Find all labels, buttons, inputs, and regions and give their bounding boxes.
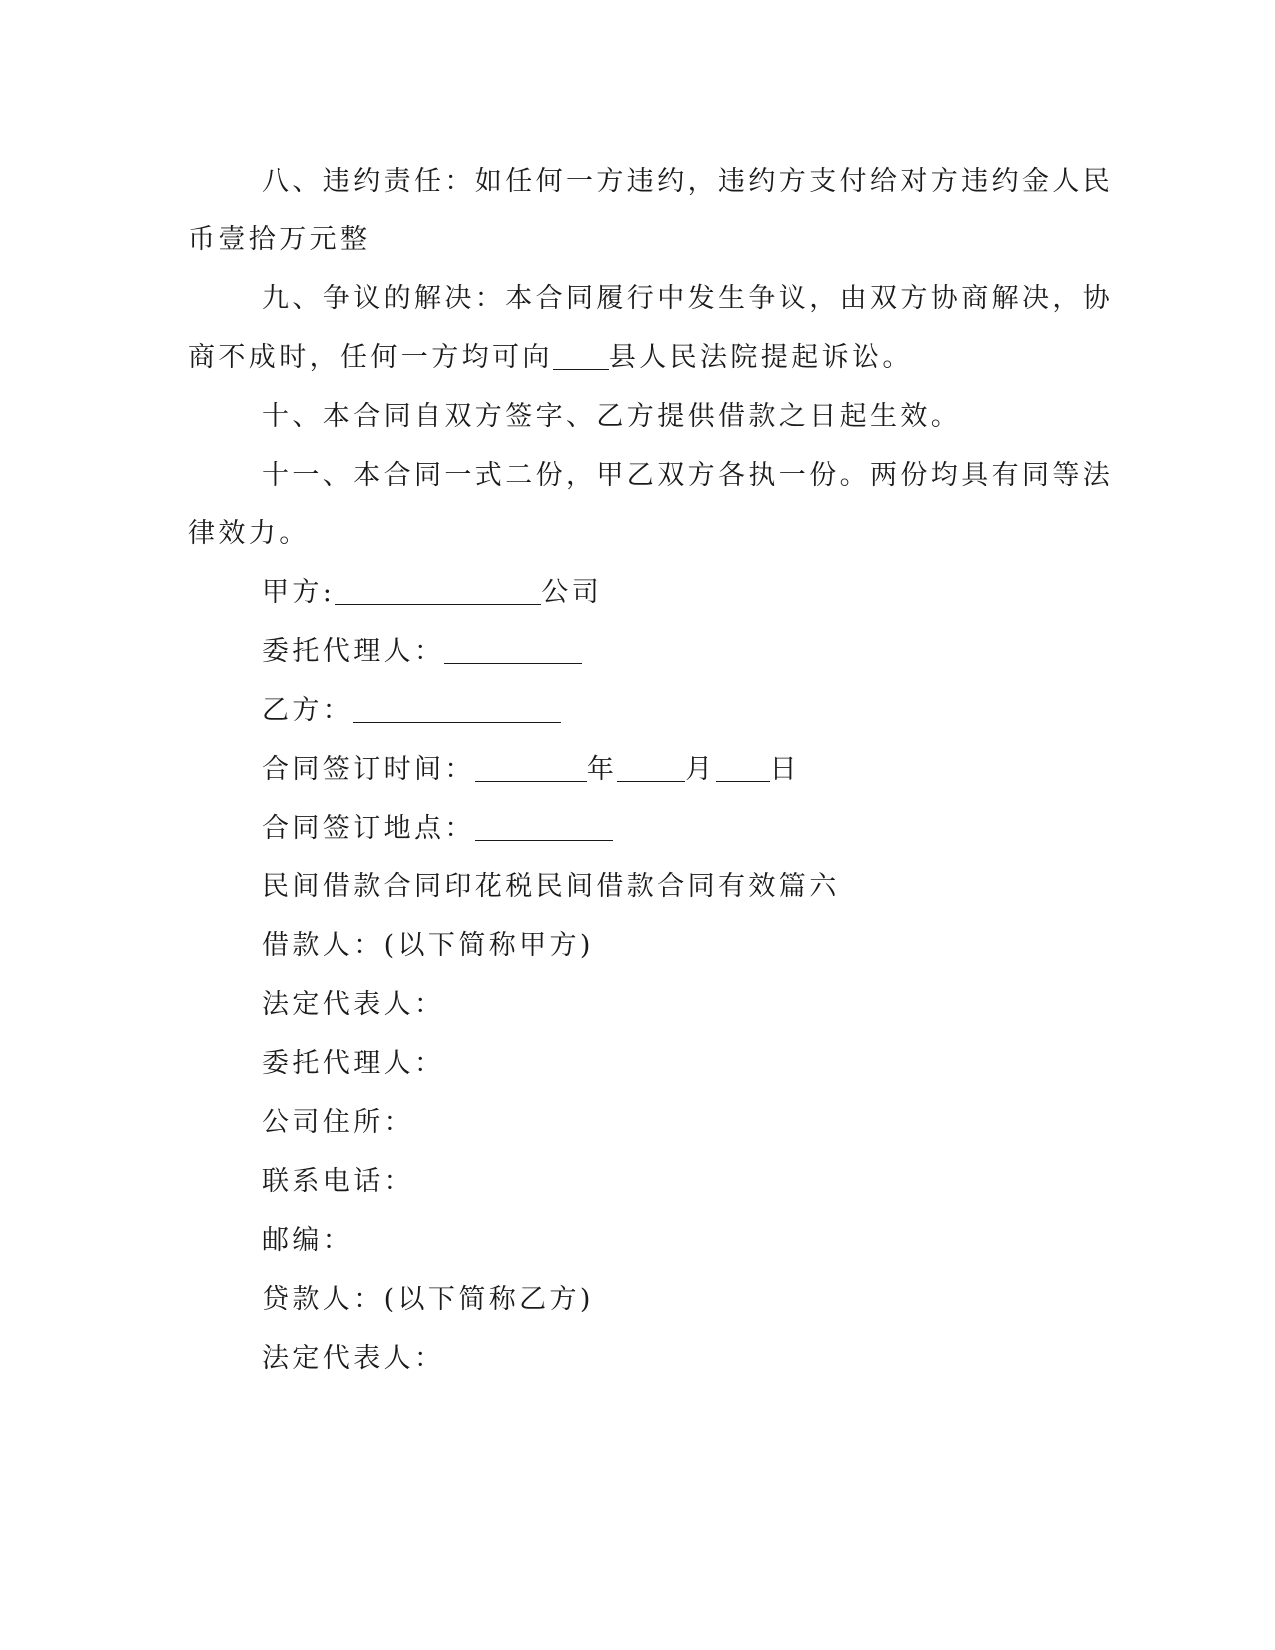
clause-9-line-2 xyxy=(188,338,1068,378)
party-a-suffix: 公司 xyxy=(541,577,603,608)
clause-8-line-1: 八、违约责任：如任何一方违约，违约方支付给对方违约金人民 xyxy=(262,166,1114,197)
clause-9-line-1: 九、争议的解决：本合同履行中发生争议，由双方协商解决，协 xyxy=(262,283,1114,314)
day-blank[interactable] xyxy=(716,753,770,782)
party-b-line xyxy=(262,691,1142,731)
sign-place-blank[interactable] xyxy=(475,812,613,841)
agent-line xyxy=(262,632,1142,672)
clause-11-line-1: 十一、本合同一式二份，甲乙双方各执一份。两份均具有同等法 xyxy=(262,460,1114,491)
clause-9-text-after-blank: 县人民法院提起诉讼。 xyxy=(608,342,913,373)
clause-10: 十、本合同自双方签字、乙方提供借款之日起生效。 xyxy=(262,401,962,432)
clause-9-text-before-blank: 商不成时，任何一方均可向 xyxy=(188,342,553,373)
phone-line: 联系电话： xyxy=(262,1166,414,1197)
party-a-line xyxy=(262,573,1142,613)
day-label: 日 xyxy=(769,754,801,785)
sign-place-line xyxy=(262,809,1142,849)
agent-blank[interactable] xyxy=(444,635,582,664)
company-address-line: 公司住所： xyxy=(262,1107,414,1138)
agent-label: 委托代理人： xyxy=(262,636,445,667)
lender-line: 贷款人：(以下简称乙方) xyxy=(262,1284,594,1315)
sign-place-label: 合同签订地点： xyxy=(262,813,475,844)
party-a-blank[interactable] xyxy=(335,576,541,605)
agent-line-2: 委托代理人： xyxy=(262,1048,445,1079)
clause-8-line-2: 币壹拾万元整 xyxy=(188,224,371,255)
legal-rep-line-2: 法定代表人： xyxy=(262,1343,445,1374)
section-title: 民间借款合同印花税民间借款合同有效篇六 xyxy=(262,871,840,902)
party-a-label: 甲方: xyxy=(262,577,336,608)
sign-time-label: 合同签订时间： xyxy=(262,754,475,785)
legal-rep-line: 法定代表人： xyxy=(262,989,445,1020)
party-b-label: 乙方： xyxy=(262,695,354,726)
month-blank[interactable] xyxy=(617,753,685,782)
year-label: 年 xyxy=(586,754,618,785)
postcode-line: 邮编： xyxy=(262,1225,354,1256)
court-county-blank[interactable] xyxy=(553,341,609,370)
borrower-line: 借款人：(以下简称甲方) xyxy=(262,930,594,961)
year-blank[interactable] xyxy=(475,753,587,782)
party-b-blank[interactable] xyxy=(353,694,561,723)
clause-11-line-2: 律效力。 xyxy=(188,518,310,549)
month-label: 月 xyxy=(685,754,716,785)
sign-time-line xyxy=(262,750,1142,790)
